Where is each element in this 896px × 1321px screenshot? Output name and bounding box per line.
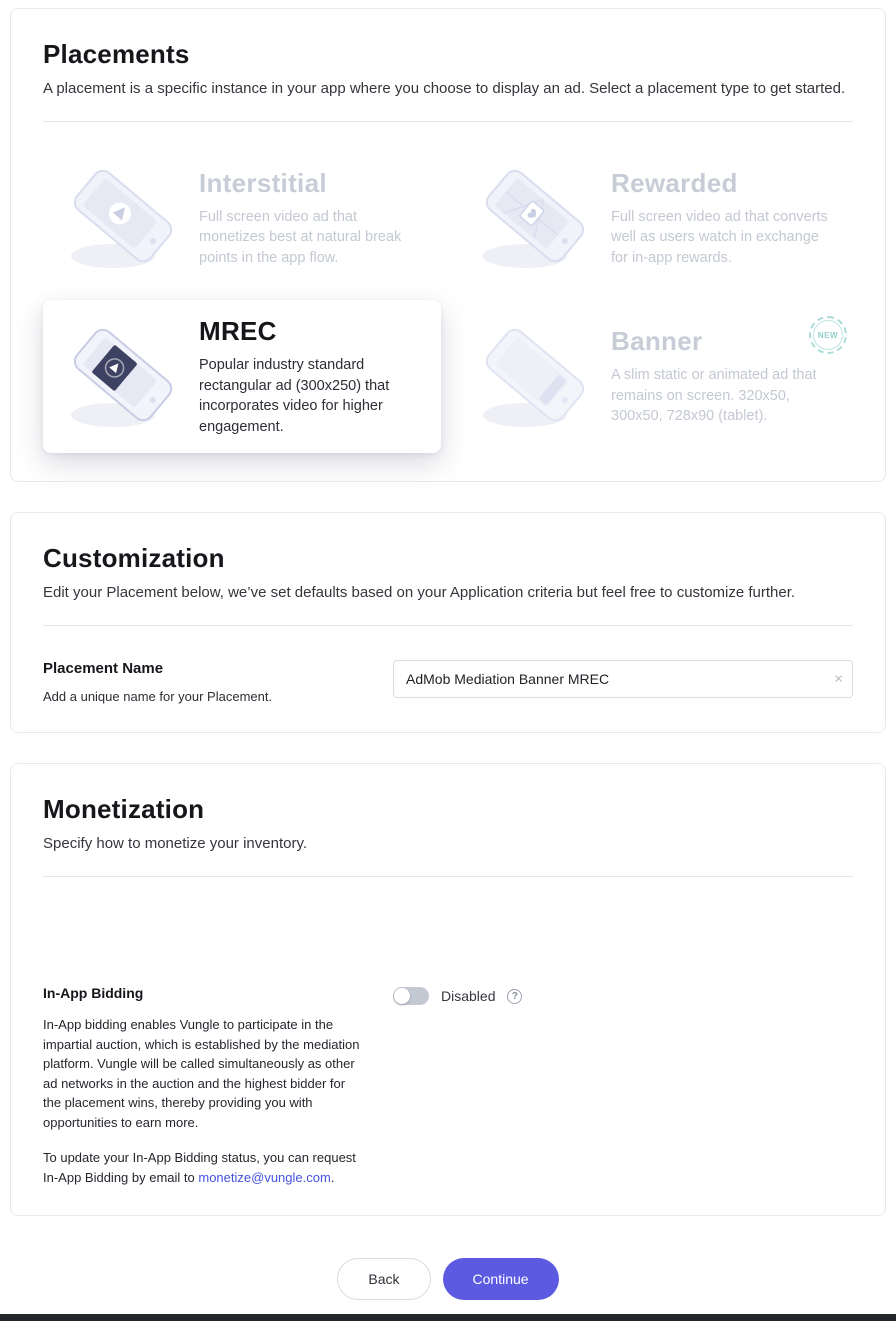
continue-button[interactable]: Continue [443, 1258, 559, 1300]
in-app-bidding-description: In-App bidding enables Vungle to participate in the impartial auction, which is established by the mediation platform. Vungle will be called simultaneously as other ad networks in the auction and the highest bidder for the placement wins, thereby providing you with opportunities to earn more. [43, 1017, 360, 1130]
placement-name-help: Add a unique name for your Placement. [43, 689, 273, 705]
banner-description: A slim static or animated ad that remains on screen. 320x50, 300x50, 728x90 (tablet). [611, 367, 817, 425]
divider [43, 625, 853, 626]
placement-name-label-block [43, 660, 393, 704]
new-badge-label: NEW [813, 320, 843, 350]
back-button[interactable]: Back [337, 1258, 430, 1300]
mrec-description: Popular industry standard rectangular ad (300x250) that incorporates video for higher engagement. [199, 357, 390, 435]
placement-name-row [43, 660, 853, 704]
in-app-bidding-toggle[interactable] [393, 987, 429, 1005]
interstitial-phone-icon [61, 160, 185, 276]
in-app-bidding-update-text: To update your In-App Bidding status, you can request In-App Bidding by email to [43, 1150, 356, 1185]
rewarded-name: Rewarded [611, 167, 738, 198]
mrec-text [199, 316, 423, 437]
customization-subtitle: Edit your Placement below, we’ve set defaults based on your Application criteria but feel free to customize further. [43, 584, 796, 602]
banner-phone-icon [473, 319, 597, 435]
help-icon[interactable]: ? [507, 989, 522, 1004]
placement-name-input[interactable] [393, 660, 853, 698]
monetization-title: Monetization [43, 794, 205, 825]
mrec-name: MREC [199, 316, 277, 346]
placements-title: Placements [43, 39, 190, 69]
mrec-phone-icon [61, 319, 185, 435]
banner-name: Banner [611, 326, 703, 357]
placements-card [10, 8, 886, 482]
clear-input-icon[interactable]: × [834, 670, 843, 688]
placement-name-label: Placement Name [43, 660, 164, 678]
interstitial-description: Full screen video ad that monetizes best at natural break points in the app flow. [199, 208, 402, 266]
toggle-knob [394, 988, 410, 1004]
placement-type-banner[interactable] [455, 300, 853, 453]
monetization-card [10, 763, 886, 1216]
rewarded-phone-icon [473, 160, 597, 276]
in-app-bidding-text-block [43, 985, 393, 1187]
placement-type-rewarded[interactable] [455, 144, 853, 292]
divider [43, 876, 853, 877]
new-badge [809, 316, 847, 354]
bottom-strip [0, 1314, 896, 1321]
rewarded-text [611, 168, 835, 269]
placement-type-interstitial[interactable] [43, 144, 441, 292]
customization-title: Customization [43, 543, 225, 574]
customization-card [10, 512, 886, 733]
rewarded-description: Full screen video ad that converts well as users watch in exchange for in-app rewards. [611, 208, 828, 266]
placement-type-grid [43, 144, 853, 453]
placement-type-mrec[interactable] [43, 300, 441, 453]
in-app-bidding-update-note [43, 1148, 361, 1187]
update-note-suffix: . [330, 1169, 335, 1185]
divider [43, 121, 853, 122]
interstitial-name: Interstitial [199, 167, 327, 198]
monetization-subtitle: Specify how to monetize your inventory. [43, 835, 308, 853]
monetize-email-link[interactable]: monetize@vungle.com [198, 1169, 331, 1185]
in-app-bidding-toggle-area [393, 987, 522, 1005]
banner-text [611, 326, 835, 427]
placement-name-input-wrap [393, 660, 853, 698]
in-app-bidding-row [43, 985, 853, 1187]
footer-actions [0, 1258, 896, 1314]
in-app-bidding-label: In-App Bidding [43, 985, 144, 1002]
interstitial-text [199, 168, 423, 269]
in-app-bidding-status: Disabled [441, 988, 496, 1005]
placements-subtitle: A placement is a specific instance in your app where you choose to display an ad. Select a placement type to get started. [43, 80, 846, 97]
